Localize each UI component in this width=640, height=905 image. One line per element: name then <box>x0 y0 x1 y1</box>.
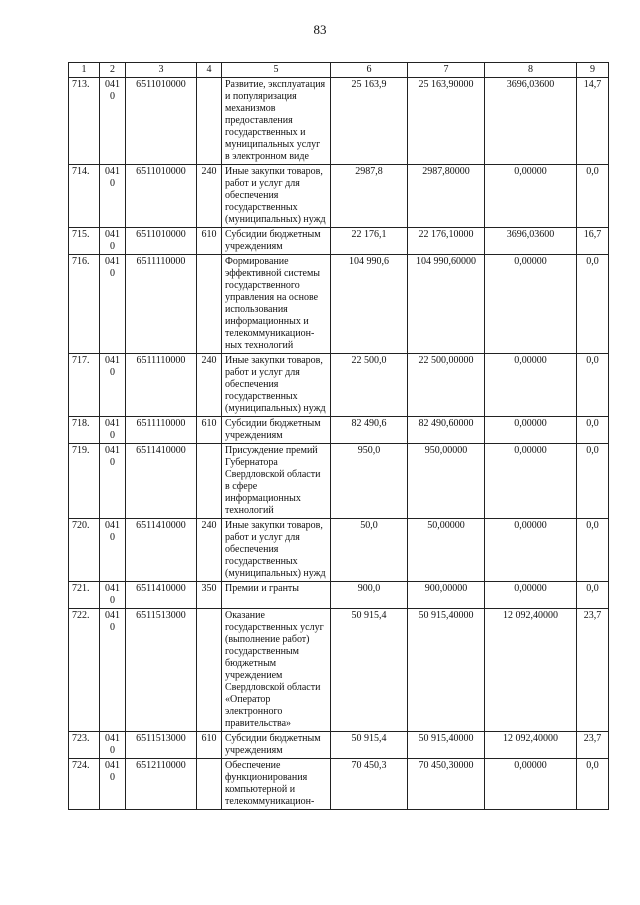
executed-amount: 12 092,40000 <box>485 732 577 759</box>
item-name: Развитие, эксплуатация и популяризация механизмов предоставления государственных и муниципальных услуг в электронном виде <box>222 78 331 165</box>
header-cell: 8 <box>485 63 577 78</box>
table-row <box>69 519 609 582</box>
executed-amount: 0,00000 <box>485 444 577 519</box>
executed-amount: 3696,03600 <box>485 228 577 255</box>
table-row <box>69 255 609 354</box>
row-number: 718. <box>69 417 100 444</box>
header-cell: 7 <box>408 63 485 78</box>
expense-type-code: 240 <box>197 354 222 417</box>
planned-amount: 82 490,6 <box>331 417 408 444</box>
executed-amount: 0,00000 <box>485 255 577 354</box>
execution-percent: 0,0 <box>577 165 609 228</box>
target-item-code: 6511010000 <box>126 228 197 255</box>
expense-type-code <box>197 444 222 519</box>
planned-amount: 70 450,3 <box>331 759 408 810</box>
planned-amount: 22 500,0 <box>331 354 408 417</box>
approved-amount: 50,00000 <box>408 519 485 582</box>
approved-amount: 22 500,00000 <box>408 354 485 417</box>
item-name: Присуждение премий Губернатора Свердловской области в сфере информационных технологий <box>222 444 331 519</box>
section-code: 0410 <box>100 165 126 228</box>
table-row <box>69 354 609 417</box>
target-item-code: 6511410000 <box>126 582 197 609</box>
planned-amount: 50 915,4 <box>331 732 408 759</box>
row-number: 714. <box>69 165 100 228</box>
item-name: Формирование эффективной системы государственного управления на основе использования информационных и телекоммуникацион-ных технологий <box>222 255 331 354</box>
row-number: 715. <box>69 228 100 255</box>
execution-percent: 16,7 <box>577 228 609 255</box>
planned-amount: 2987,8 <box>331 165 408 228</box>
executed-amount: 0,00000 <box>485 417 577 444</box>
page-number: 83 <box>313 22 327 37</box>
execution-percent: 0,0 <box>577 417 609 444</box>
execution-percent: 23,7 <box>577 609 609 732</box>
approved-amount: 82 490,60000 <box>408 417 485 444</box>
approved-amount: 50 915,40000 <box>408 609 485 732</box>
approved-amount: 104 990,60000 <box>408 255 485 354</box>
executed-amount: 12 092,40000 <box>485 609 577 732</box>
table-row <box>69 417 609 444</box>
item-name: Субсидии бюджетным учреждениям <box>222 228 331 255</box>
executed-amount: 3696,03600 <box>485 78 577 165</box>
target-item-code: 6511110000 <box>126 417 197 444</box>
execution-percent: 0,0 <box>577 444 609 519</box>
execution-percent: 0,0 <box>577 759 609 810</box>
item-name: Обеспечение функционирования компьютерной и телекоммуникацион- <box>222 759 331 810</box>
row-number: 719. <box>69 444 100 519</box>
item-name: Субсидии бюджетным учреждениям <box>222 417 331 444</box>
execution-percent: 23,7 <box>577 732 609 759</box>
planned-amount: 950,0 <box>331 444 408 519</box>
expense-type-code: 240 <box>197 165 222 228</box>
target-item-code: 6511010000 <box>126 165 197 228</box>
executed-amount: 0,00000 <box>485 519 577 582</box>
target-item-code: 6511513000 <box>126 732 197 759</box>
planned-amount: 25 163,9 <box>331 78 408 165</box>
header-cell: 9 <box>577 63 609 78</box>
section-code: 0410 <box>100 609 126 732</box>
expense-type-code: 610 <box>197 228 222 255</box>
section-code: 0410 <box>100 732 126 759</box>
row-number: 723. <box>69 732 100 759</box>
target-item-code: 6511110000 <box>126 354 197 417</box>
section-code: 0410 <box>100 78 126 165</box>
item-name: Иные закупки товаров, работ и услуг для обеспечения государственных (муниципальных) нужд <box>222 165 331 228</box>
target-item-code: 6511010000 <box>126 78 197 165</box>
execution-percent: 0,0 <box>577 354 609 417</box>
item-name: Премии и гранты <box>222 582 331 609</box>
approved-amount: 22 176,10000 <box>408 228 485 255</box>
expense-type-code <box>197 609 222 732</box>
item-name: Иные закупки товаров, работ и услуг для обеспечения государственных (муниципальных) нужд <box>222 354 331 417</box>
table-row <box>69 165 609 228</box>
section-code: 0410 <box>100 444 126 519</box>
approved-amount: 70 450,30000 <box>408 759 485 810</box>
expense-type-code <box>197 78 222 165</box>
section-code: 0410 <box>100 519 126 582</box>
planned-amount: 50,0 <box>331 519 408 582</box>
executed-amount: 0,00000 <box>485 354 577 417</box>
table-row <box>69 759 609 810</box>
executed-amount: 0,00000 <box>485 582 577 609</box>
expense-type-code: 610 <box>197 732 222 759</box>
item-name: Иные закупки товаров, работ и услуг для обеспечения государственных (муниципальных) нужд <box>222 519 331 582</box>
header-cell: 3 <box>126 63 197 78</box>
planned-amount: 50 915,4 <box>331 609 408 732</box>
executed-amount: 0,00000 <box>485 759 577 810</box>
target-item-code: 6511513000 <box>126 609 197 732</box>
table-row <box>69 228 609 255</box>
approved-amount: 2987,80000 <box>408 165 485 228</box>
section-code: 0410 <box>100 417 126 444</box>
approved-amount: 50 915,40000 <box>408 732 485 759</box>
item-name: Оказание государственных услуг (выполнение работ) государственным бюджетным учреждением Свердловской области «Оператор электронного правительства» <box>222 609 331 732</box>
section-code: 0410 <box>100 228 126 255</box>
section-code: 0410 <box>100 354 126 417</box>
header-cell: 1 <box>69 63 100 78</box>
executed-amount: 0,00000 <box>485 165 577 228</box>
row-number: 720. <box>69 519 100 582</box>
expense-type-code <box>197 255 222 354</box>
expense-type-code <box>197 759 222 810</box>
row-number: 724. <box>69 759 100 810</box>
planned-amount: 22 176,1 <box>331 228 408 255</box>
header-row <box>69 63 609 78</box>
budget-table <box>68 62 609 810</box>
row-number: 716. <box>69 255 100 354</box>
row-number: 713. <box>69 78 100 165</box>
header-cell: 6 <box>331 63 408 78</box>
expense-type-code: 610 <box>197 417 222 444</box>
table-row <box>69 732 609 759</box>
header-cell: 5 <box>222 63 331 78</box>
item-name: Субсидии бюджетным учреждениям <box>222 732 331 759</box>
header-cell: 2 <box>100 63 126 78</box>
target-item-code: 6511410000 <box>126 519 197 582</box>
planned-amount: 900,0 <box>331 582 408 609</box>
row-number: 721. <box>69 582 100 609</box>
section-code: 0410 <box>100 759 126 810</box>
section-code: 0410 <box>100 582 126 609</box>
row-number: 722. <box>69 609 100 732</box>
table-row <box>69 582 609 609</box>
expense-type-code: 350 <box>197 582 222 609</box>
approved-amount: 900,00000 <box>408 582 485 609</box>
target-item-code: 6511410000 <box>126 444 197 519</box>
section-code: 0410 <box>100 255 126 354</box>
header-cell: 4 <box>197 63 222 78</box>
target-item-code: 6512110000 <box>126 759 197 810</box>
execution-percent: 0,0 <box>577 519 609 582</box>
table-row <box>69 609 609 732</box>
table-body <box>69 78 609 810</box>
row-number: 717. <box>69 354 100 417</box>
approved-amount: 25 163,90000 <box>408 78 485 165</box>
approved-amount: 950,00000 <box>408 444 485 519</box>
execution-percent: 0,0 <box>577 582 609 609</box>
execution-percent: 0,0 <box>577 255 609 354</box>
expense-type-code: 240 <box>197 519 222 582</box>
table-row <box>69 444 609 519</box>
planned-amount: 104 990,6 <box>331 255 408 354</box>
table-row <box>69 78 609 165</box>
execution-percent: 14,7 <box>577 78 609 165</box>
target-item-code: 6511110000 <box>126 255 197 354</box>
